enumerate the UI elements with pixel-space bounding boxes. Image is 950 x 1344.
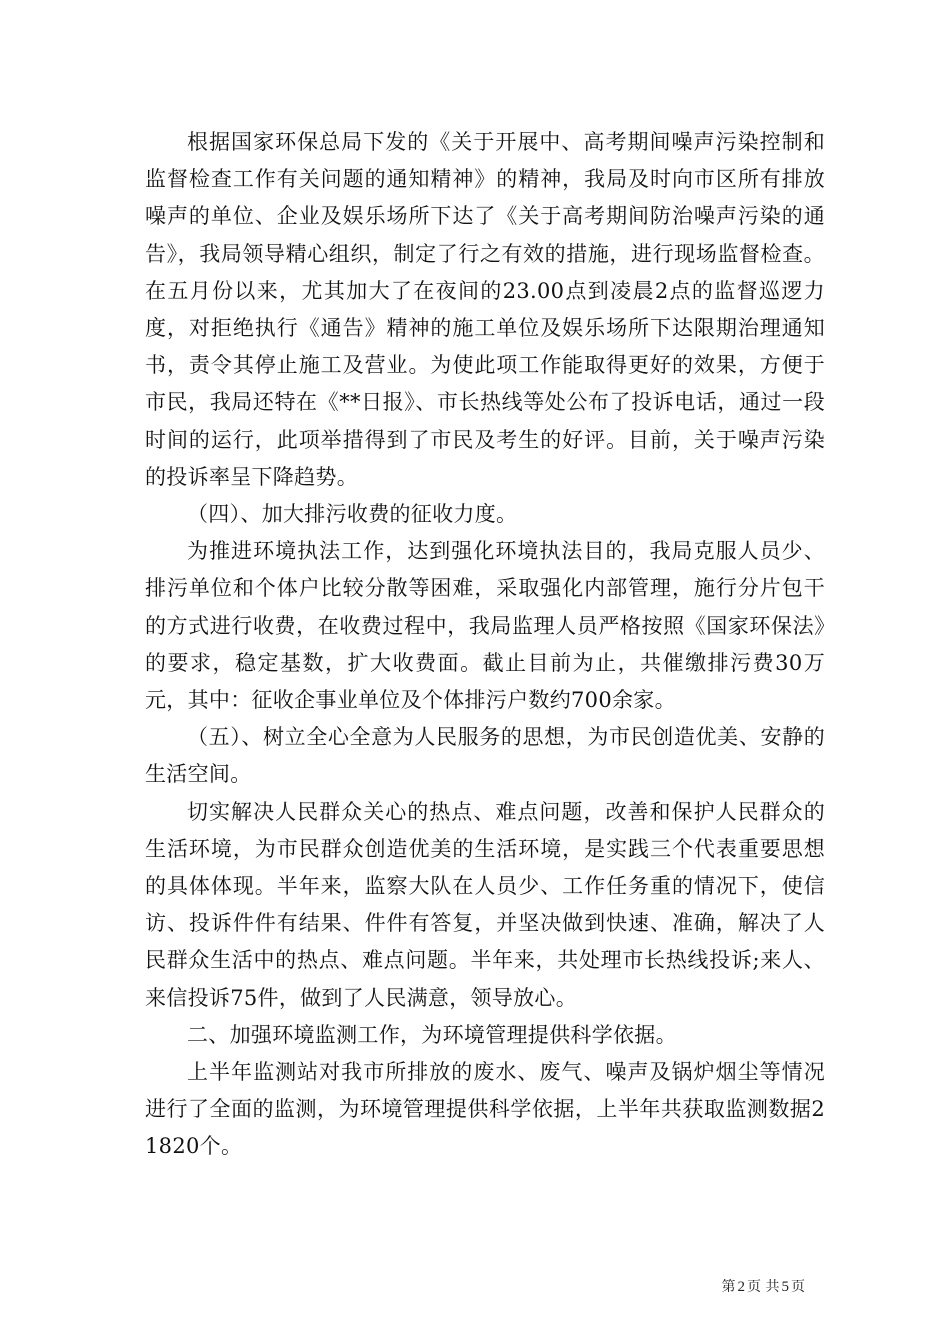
footer-middle: 页 共: [747, 1279, 780, 1295]
heading-public-service: （五）、树立全心全意为人民服务的思想，为市民创造优美、安静的生活空间。: [145, 725, 825, 787]
paragraph-noise-control: 根据国家环保总局下发的《关于开展中、高考期间噪声污染控制和监督检查工作有关问题的通知精神》的精神，我局及时向市区所有排放噪声的单位、企业及娱乐场所下达了《关于高考期间防治噪声污染的通告》，我局领导精心组织，制定了行之有效的措施，进行现场监督检查。在五月份以来，尤其加大了在夜间的23.00点到凌晨2点的监督巡逻力度，对拒绝执行《通告》精神的施工单位及娱乐场所下达限期治理通知书，责令其停止施工及营业。为使此项工作能取得更好的效果，方便于市民，我局还特在《**日报》、市长热线等处公布了投诉电话，通过一段时间的运行，此项举措得到了市民及考生的好评。目前，关于噪声污染的投诉率呈下降趋势。: [145, 130, 825, 489]
total-page-count: 5: [781, 1279, 789, 1295]
paragraph-environmental-monitoring: 上半年监测站对我市所排放的废水、废气、噪声及锅炉烟尘等情况进行了全面的监测，为环境管理提供科学依据，上半年共获取监测数据21820个。: [145, 1060, 825, 1159]
footer-prefix: 第: [721, 1279, 736, 1295]
paragraph-sewage-fee: 为推进环境执法工作，达到强化环境执法目的，我局克服人员少、排污单位和个体户比较分散等困难，采取强化内部管理，施行分片包干的方式进行收费，在收费过程中，我局监理人员严格按照《国家环保法》的要求，稳定基数，扩大收费面。截止目前为止，共催缴排污费30万元，其中：征收企事业单位及个体排污户数约700余家。: [145, 539, 825, 713]
paragraph-public-service: 切实解决人民群众关心的热点、难点问题，改善和保护人民群众的生活环境，为市民群众创造优美的生活环境，是实践三个代表重要思想的具体体现。半年来，监察大队在人员少、工作任务重的情况下，使信访、投诉件件有结果、件件有答复，并坚决做到快速、准确，解决了人民群众生活中的热点、难点问题。半年来，共处理市长热线投诉;来人、来信投诉75件，做到了人民满意，领导放心。: [145, 799, 825, 1010]
heading-environmental-monitoring: 二、加强环境监测工作，为环境管理提供科学依据。: [187, 1022, 677, 1047]
heading-sewage-fee: （四）、加大排污收费的征收力度。: [187, 502, 518, 527]
footer-suffix: 页: [791, 1279, 805, 1295]
current-page-number: 2: [737, 1279, 746, 1295]
document-body: [145, 124, 825, 1166]
page-number-footer: [722, 1277, 805, 1297]
